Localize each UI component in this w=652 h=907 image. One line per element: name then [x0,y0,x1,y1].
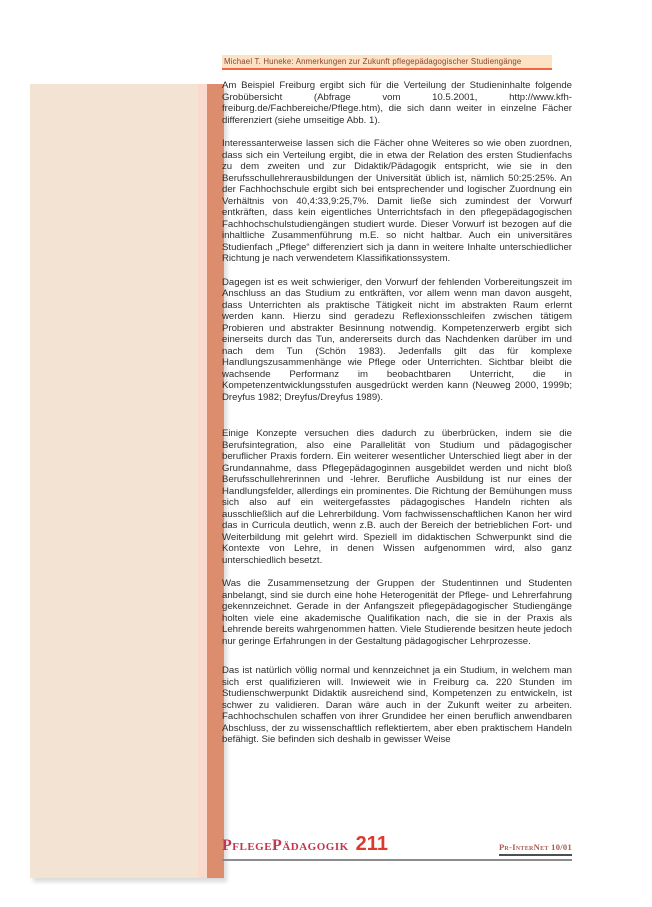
paragraph: Was die Zusammensetzung der Gruppen der Studentinnen und Studenten anbelangt, sind sie durch eine hohe Heterogenität der Pflege- und Lehrerfahrung gekennzeichnet. Gerade in der Anfangszeit pflegepädagogischer Studiengänge holten viele eine akademische Qualifikation nach, die sie in der Praxis als Lehrende bereits wahrgenommen hatten. Viele Studierende besitzen heute jedoch nur geringe Erfahrungen in der Gestaltung pädagogischer Lehrprozesse. [222,578,572,647]
journal-title: PflegePädagogik [222,837,349,854]
pink-strip [198,84,207,878]
running-head: Michael T. Huneke: Anmerkungen zur Zukunft pflegepädagogischer Studiengänge [222,55,552,70]
paragraph: Am Beispiel Freiburg ergibt sich für die Verteilung der Studieninhalte folgende Grobübersicht (Abfrage vom 10.5.2001, http://www.kfh-freiburg.de/Fachbereiche/Pflege.htm), die sich dann weiter in einzelne Fächer differenziert (siehe umseitige Abb. 1). [222,80,572,126]
paragraph: Einige Konzepte versuchen dies dadurch zu überbrücken, indem sie die Berufsintegration, also eine Parallelität von Studium und pädagogischer beruflicher Praxis fordern. Ein weiterer wesentlicher Unterschied liegt aber in der Grundannahme, dass Pflegepädagoginnen ausgebildet werden und nicht bloß Berufsschullehrerinnen und -lehrer. Berufliche Ausbildung ist nur eines der Handlungsfelder, allerdings ein prominentes. Die Richtung der Bemühungen muss sich also auf ein weitergefasstes pädagogisches Handeln richten als ausschließlich auf die Lehrerbildung. Vom fachwissenschaftlichen Kanon her wird das in Curricula deutlich, wenn z.B. auch der Bereich der betrieblichen Fort- und Weiterbildung mit gelehrt wird. Speziell im didaktischen Schwerpunkt sind die Kontexte von Lehre, in denen Wissen aufgenommen wird, also ganz unterschiedlich besetzt. [222,428,572,566]
paragraph: Das ist natürlich völlig normal und kennzeichnet ja ein Studium, in welchem man sich erst qualifizieren will. Inwieweit wie in Freiburg ca. 220 Stunden im Studienschwerpunkt Didaktik ausreichend sind, Kompetenzen zu entwickeln, ist schwer zu validieren. Daran wäre auch in der Zukunft weiter zu arbeiten. Fachhochschulen schaffen von ihrer Grundidee her einen beruflich anwendbaren Abschluss, der zu wissenschaftlich reflektiertem, aber eben praktischem Handeln befähigt. Sie befinden sich deshalb in gewisser Weise [222,665,572,745]
paragraph: Interessanterweise lassen sich die Fächer ohne Weiteres so wie oben zuordnen, dass sich ein Verteilung ergibt, die in etwa der Relation des ersten Studienfachs zu dem zweiten und zur Didaktik/Pädagogik entspricht, wie sie in den Berufsschullehrerausbildungen der Universität üblich ist, nämlich 50:25:25%. An der Fachhochschule ergibt sich bei entsprechender und logischer Zuordnung ein Verhältnis von 40,4:33,9:25,7%. Damit ließe sich zumindest der Vorwurf entkräften, dass kein eigentliches Unterrichtsfach in den pflegepädagogischen Fachhochschulstudiengängen studiert wurde. Dieser Vorwurf ist bezogen auf die inhaltliche Zusammenführung m.E. so nicht haltbar. Auch ein universitäres Studienfach „Pflege“ differenziert sich ja dann in weitere Inhalte unterschiedlicher Richtung je nach verwendetem Klassifikationssystem. [222,138,572,264]
page-number: 211 [355,833,388,855]
article-body [222,80,572,746]
footer-left [222,833,388,856]
issue-label: Pr-InterNet 10/01 [499,842,572,856]
left-margin-decoration [30,84,224,878]
page-footer [222,833,572,861]
cream-panel [30,84,198,878]
paragraph: Dagegen ist es weit schwieriger, den Vorwurf der fehlenden Vorbereitungszeit im Anschluss an das Studium zu entkräften, vor allem wenn man davon ausgeht, dass Unterrichten als praktische Tätigkeit nicht im abstrakten Raum erlernt werden kann. Hierzu sind geradezu Reflexionsschleifen zwischen tätigem Probieren und abstrakter Besinnung notwendig. Kompetenzerwerb ergibt sich einerseits durch das Tun, andererseits durch das Nachdenken darüber im und nach dem Tun (Schön 1983). Jedenfalls gilt das für komplexe Handlungszusammenhänge wie Pflege oder Unterrichten. Sichtbar bleibt die wachsende Performanz im beobachtbaren Unterricht, die in Kompetenzentwicklungsstufen ausgedrückt werden kann (Neuweg 2000, 1999b; Dreyfus 1982; Dreyfus/Dreyfus 1989). [222,276,572,403]
